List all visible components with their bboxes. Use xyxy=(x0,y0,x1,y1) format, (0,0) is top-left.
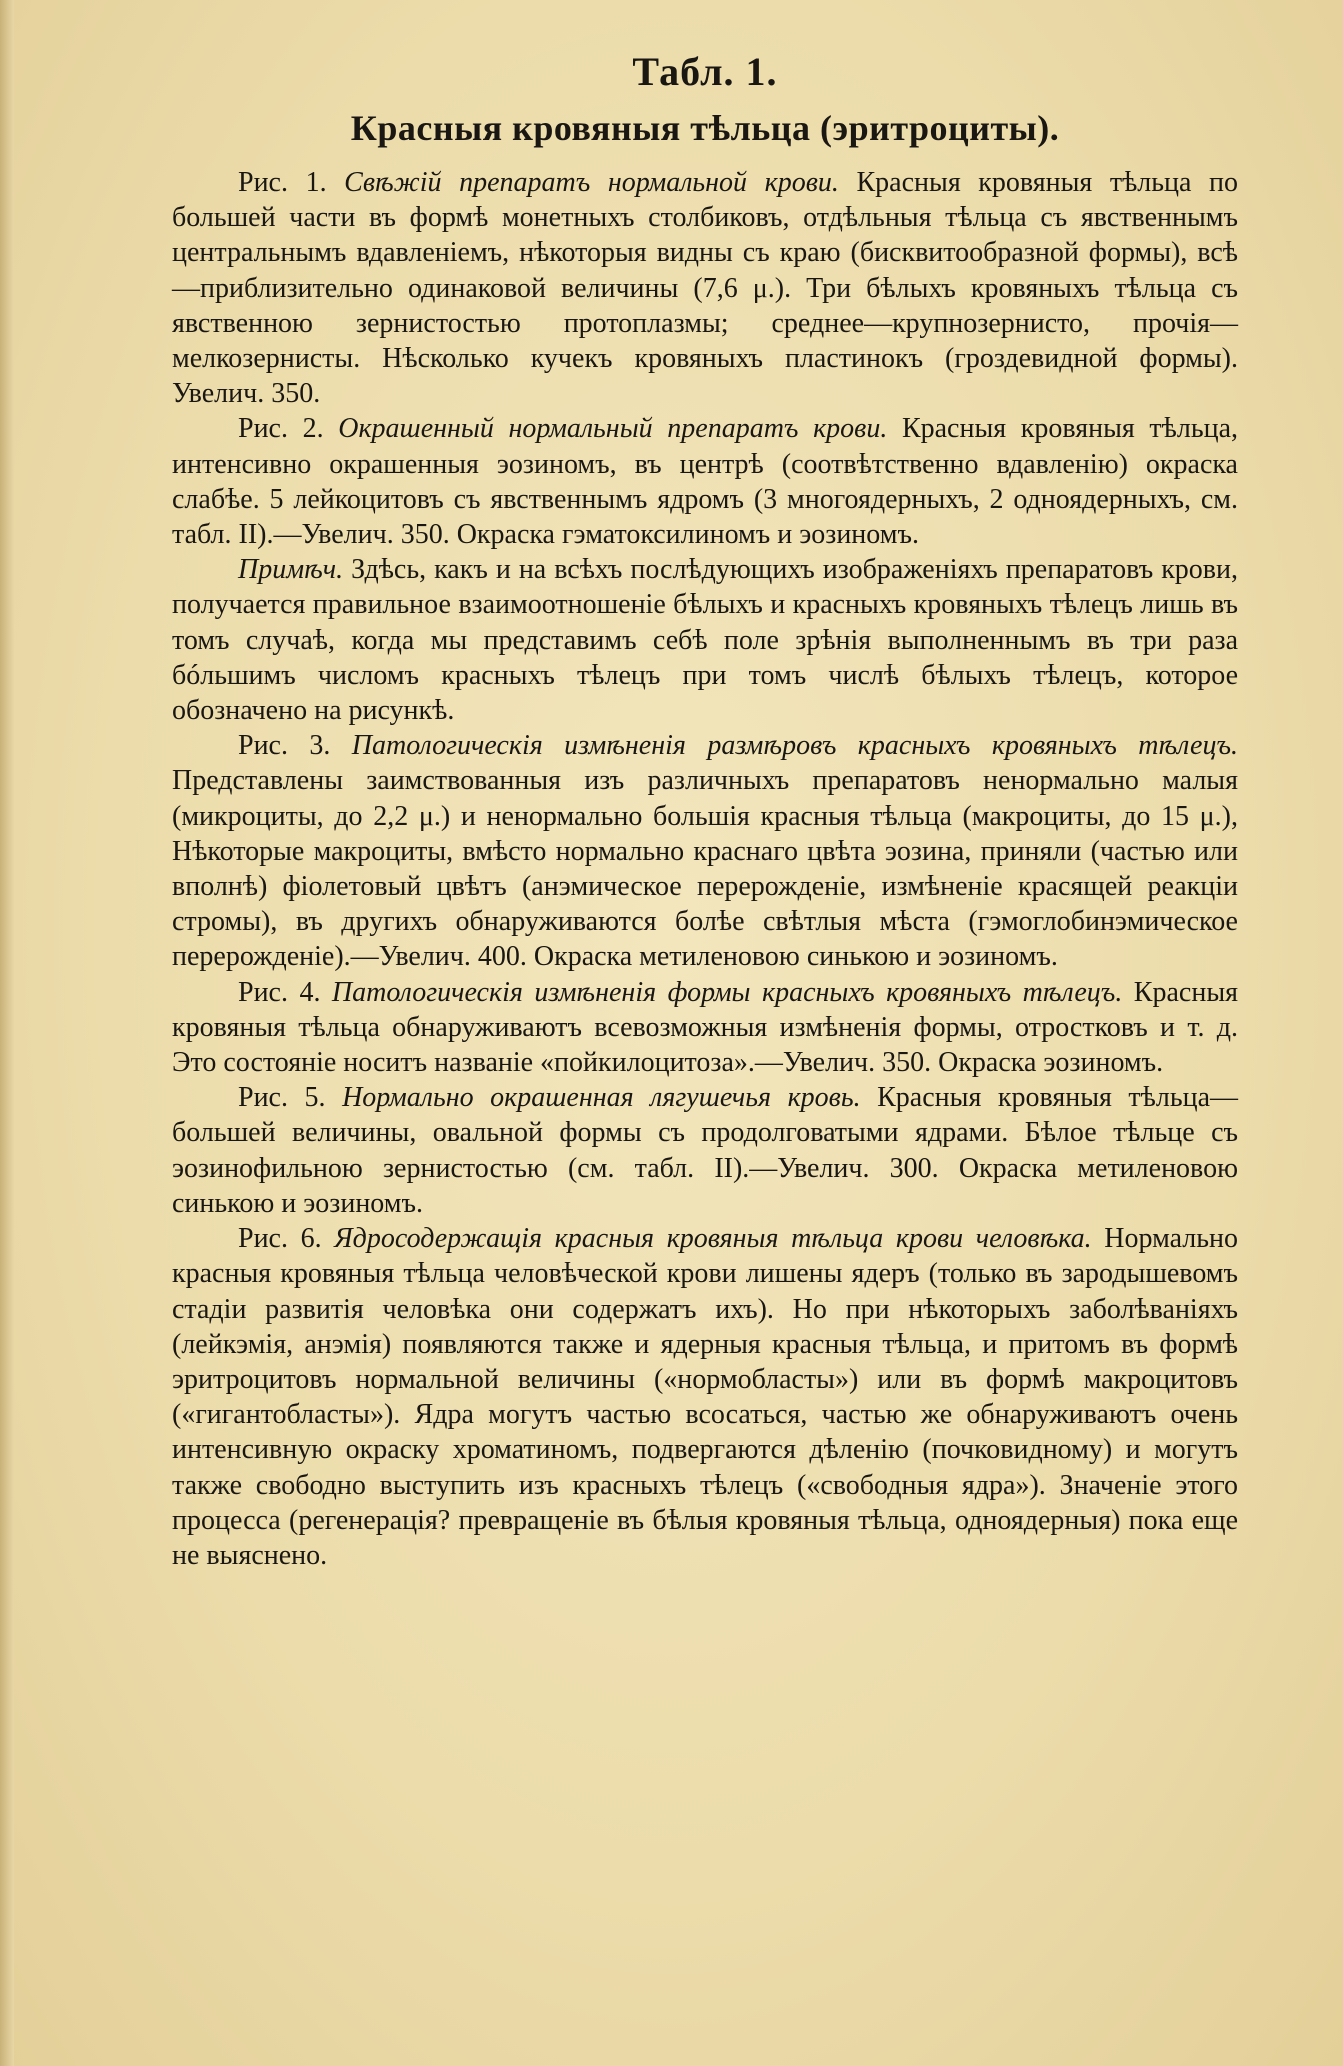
paragraph-fig-5 xyxy=(172,1080,1238,1221)
paragraph-italic-title: Примѣч. xyxy=(238,554,344,586)
paragraph-italic-title: Окрашенный нормальный препаратъ крови. xyxy=(338,413,888,445)
paragraph-italic-title: Патологическія измѣненія размѣровъ красныхъ кровяныхъ тѣлецъ. xyxy=(351,730,1239,762)
paragraph-italic-title: Свѣжій препаратъ нормальной крови. xyxy=(344,167,839,198)
page-binding-edge xyxy=(0,0,14,2066)
paragraph-text: Представлены заимствованныя изъ различныхъ препаратовъ ненормально малыя (микроциты, до 2,2 μ.) и ненормально большія красныя тѣльца (макроциты, до 15 μ.), Нѣкоторые макроциты, вмѣсто нормально краснаго цвѣта эозина, приняли (частью или вполнѣ) фіолетовый цвѣтъ (анэмическое перерожденіе, измѣненіе красящей реакціи стромы), въ другихъ обнаруживаются болѣе свѣтлыя мѣста (гэмоглобинэмическое перерожденіе).—Увелич. 400. Окраска метиленовою синькою и эозиномъ. xyxy=(172,765,1238,973)
paragraph-lead: Рис. 4. xyxy=(238,976,321,1008)
page-content xyxy=(172,40,1238,1573)
paragraph-fig-3 xyxy=(172,728,1238,974)
paragraph-lead: Рис. 5. xyxy=(238,1082,326,1114)
paragraph-italic-title: Нормально окрашенная лягушечья кровь. xyxy=(342,1082,861,1114)
paragraph-text: Красныя кровяныя тѣльца—большей величины, овальной формы съ продолговатыми ядрами. Бѣлое тѣльце съ эозинофильною зернистостью (см. табл. II).—Увелич. 300. Окраска метиленовою синькою и эозиномъ. xyxy=(172,1082,1239,1219)
paragraph-text: Нормально красныя кровяныя тѣльца человѣческой крови лишены ядеръ (только въ зародышевомъ стадіи развитія человѣка они содержатъ ихъ). Но при нѣкоторыхъ заболѣваніяхъ (лейкэмія, анэмія) появляются также и ядерныя красныя тѣльца, и притомъ въ формѣ эритроцитовъ нормальной величины («нормобласты») или въ формѣ макроцитовъ («гигантобласты»). Ядра могутъ частью всосаться, частью же обнаруживаютъ очень интенсивную окраску хроматиномъ, подвергаются дѣленію (почковидному) и могутъ также свободно выступить изъ красныхъ тѣлецъ («свободныя ядра»). Значеніе этого процесса (регенерація? превращеніе въ бѣлыя кровяныя тѣльца, одноядерныя) пока еще не выяснено. xyxy=(172,1223,1239,1571)
paragraph-lead: Рис. 3. xyxy=(238,730,331,762)
paragraph-italic-title: Ядросодержащія красныя кровяныя тѣльца крови человѣка. xyxy=(334,1223,1092,1255)
paragraph-fig-1 xyxy=(172,165,1238,411)
paragraph-note xyxy=(172,552,1238,728)
table-title: Красныя кровяныя тѣльца (эритроциты). xyxy=(350,108,1060,148)
paragraph-text: Красныя кровяныя тѣльца по большей части въ формѣ монетныхъ столбиковъ, отдѣльныя тѣльца съ явственнымъ центральнымъ вдавленіемъ, нѣкоторыя видны съ краю (бисквитообразной формы), всѣ—приблизительно одинаковой величины (7,6 μ.). Три бѣлыхъ кровяныхъ тѣльца съ явственною зернистостью протоплазмы; среднее—крупнозернисто, прочія—мелкозернисты. Нѣсколько кучекъ кровяныхъ пластинокъ (гроздевидной формы). Увелич. 350. xyxy=(172,167,1239,410)
paragraph-lead: Рис. 6. xyxy=(238,1223,322,1255)
paragraph-text: Здѣсь, какъ и на всѣхъ послѣдующихъ изображеніяхъ препаратовъ крови, получается правильное взаимоотношеніе бѣлыхъ и красныхъ кровяныхъ тѣлецъ лишь въ томъ случаѣ, когда мы представимъ себѣ поле зрѣнія выполненнымъ въ три раза бóльшимъ числомъ красныхъ тѣлецъ при томъ числѣ бѣлыхъ тѣлецъ, которое обозначено на рисункѣ. xyxy=(172,554,1238,727)
paragraph-fig-6 xyxy=(172,1221,1238,1573)
paragraph-fig-2 xyxy=(172,411,1238,552)
paragraph-text: Красныя кровяныя тѣльца обнаруживаютъ всевозможныя измѣненія формы, отростковъ и т. д. Это состояніе носитъ названіе «пойкилоцитоза».—Увелич. 350. Окраска эозиномъ. xyxy=(172,976,1239,1079)
paragraph-lead: Рис. 1. xyxy=(238,167,327,198)
paragraph-lead: Рис. 2. xyxy=(238,413,324,445)
paragraph-italic-title: Патологическія измѣненія формы красныхъ кровяныхъ тѣлецъ. xyxy=(331,976,1123,1008)
paragraph-fig-4 xyxy=(172,975,1238,1081)
table-number: Табл. 1. xyxy=(632,49,778,94)
paragraph-text: Красныя кровяныя тѣльца, интенсивно окрашенныя эозиномъ, въ центрѣ (соотвѣтственно вдавленію) окраска слабѣе. 5 лейкоцитовъ съ явственнымъ ядромъ (3 многоядерныхъ, 2 одноядерныхъ, см. табл. II).—Увелич. 350. Окраска гэматоксилиномъ и эозиномъ. xyxy=(172,413,1239,551)
